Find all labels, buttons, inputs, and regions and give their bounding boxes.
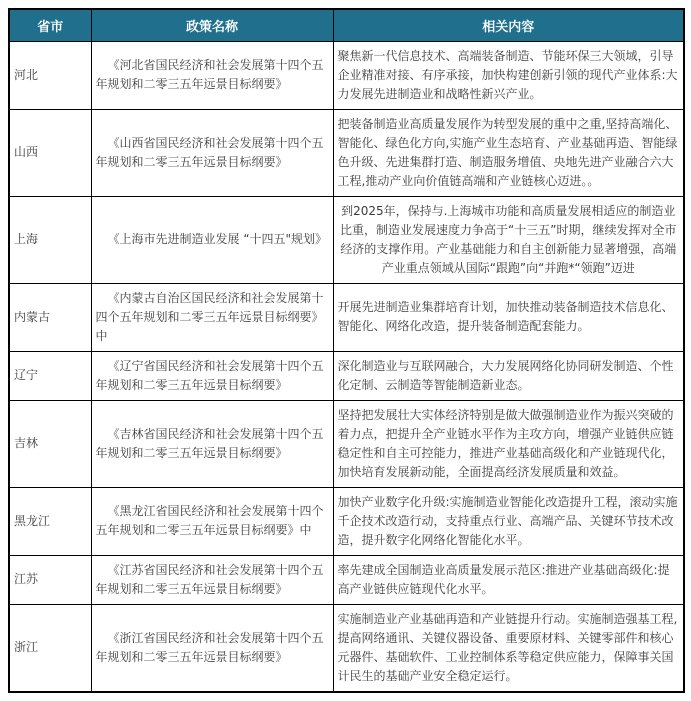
province-cell: 黑龙江	[9, 487, 91, 555]
policy-cell: 《黑龙江省国民经济和社会发展第十四个五年规划和二零三五年远景目标纲要》中	[91, 487, 333, 555]
table-header-row	[9, 9, 684, 41]
table-row-jiangsu	[9, 555, 684, 604]
province-cell: 内蒙古	[9, 283, 91, 351]
col-header-content: 相关内容	[333, 9, 684, 41]
col-header-province: 省市	[9, 9, 91, 41]
content-cell: 实施制造业产业基础再造和产业链提升行动。实施制造强基工程,提高网络通讯、关键仪器设备、重要原材料、关键零部件和核心元器件、基础软件、工业控制体系等稳定供应能力，保障事关国计民生的基础产业安全稳定运行。	[333, 604, 684, 692]
content-cell: 率先建成全国制造业高质量发展示范区:推进产业基础高级化:提高产业链供应链现代化水平。	[333, 555, 684, 604]
policy-table	[8, 8, 685, 693]
content-cell: 加快产业数字化升级:实施制造业智能化改造提升工程，滚动实施千企技术改造行动，支持重点行业、高端产品、关键环节技术改造，提升数字化网络化智能化水平。	[333, 487, 684, 555]
province-cell: 吉林	[9, 400, 91, 487]
province-cell: 江苏	[9, 555, 91, 604]
province-cell: 河北	[9, 41, 91, 109]
table-row-heilongjiang	[9, 487, 684, 555]
table-row-zhejiang	[9, 604, 684, 692]
policy-cell: 《辽宁省国民经济和社会发展第十四个五年规划和二零三五年远景目标纲要》	[91, 351, 333, 400]
province-cell: 辽宁	[9, 351, 91, 400]
col-header-policy: 政策名称	[91, 9, 333, 41]
content-cell: 开展先进制造业集群培育计划，加快推动装备制造技术信息化、智能化、网络化改造，提升装备制造配套能力。	[333, 283, 684, 351]
table-row-jilin	[9, 400, 684, 487]
table-row-neimenggu	[9, 283, 684, 351]
table-row-liaoning	[9, 351, 684, 400]
table-row-hebei	[9, 41, 684, 109]
content-cell: 把装备制造业高质量发展作为转型发展的重中之重,坚持高端化、智能化、绿色化方向,实施产业生态培育、产业基础再造、智能绿色升级、先进集群打造、制造服务增值、央地先进产业融合六大工程,推动产业向价值链高端和产业链核心迈进。。	[333, 109, 684, 196]
policy-cell: 《江苏省国民经济和社会发展第十四个五年规划和二零三五年远景目标纲要》	[91, 555, 333, 604]
content-cell: 聚焦新一代信息技术、高端装备制造、节能环保三大领域，引导企业精准对接、有序承接，加快构建创新引领的现代产业体系:大力发展先进制造业和战略性新兴产业。	[333, 41, 684, 109]
province-cell: 山西	[9, 109, 91, 196]
content-cell: 坚持把发展壮大实体经济特别是做大做强制造业作为振兴突破的着力点，把提升全产业链水平作为主攻方向，增强产业链供应链稳定性和自主可控能力，推进产业基础高级化和产业链现代化，加快培育发展新动能，全面提高经济发展质量和效益。	[333, 400, 684, 487]
policy-cell: 《上海市先进制造业发展 “十四五"规划》	[91, 196, 333, 283]
policy-cell: 《河北省国民经济和社会发展第十四个五年规划和二零三五年远景目标纲要》	[91, 41, 333, 109]
content-cell: 深化制造业与互联网融合，大力发展网络化协同研发制造、个性化定制、云制造等智能制造新业态。	[333, 351, 684, 400]
policy-cell: 《浙江省国民经济和社会发展第十四个五年规划和二零三五年远景目标纲要》	[91, 604, 333, 692]
content-cell: 到2025年，保持与.上海城市功能和高质量发展相适应的制造业比重，制造业发展速度力争高于“十三五”时期，继续发挥对全市经济的支撑作用。产业基础能力和自主创新能力显著增强，高端产业重点领域从国际“跟跑”向“并跑*“领跑”迈进	[333, 196, 684, 283]
policy-cell: 《吉林省国民经济和社会发展第十四个五年规划和二零三五年远景目标纲要》	[91, 400, 333, 487]
policy-cell: 《内蒙古自治区国民经济和社会发展第十四个五年规划和二零三五年远景目标纲要》中	[91, 283, 333, 351]
table-row-shanghai	[9, 196, 684, 283]
table-row-shanxi	[9, 109, 684, 196]
policy-cell: 《山西省国民经济和社会发展第十四个五年规划和二零三五年远景目标纲要》	[91, 109, 333, 196]
province-cell: 上海	[9, 196, 91, 283]
province-cell: 浙江	[9, 604, 91, 692]
